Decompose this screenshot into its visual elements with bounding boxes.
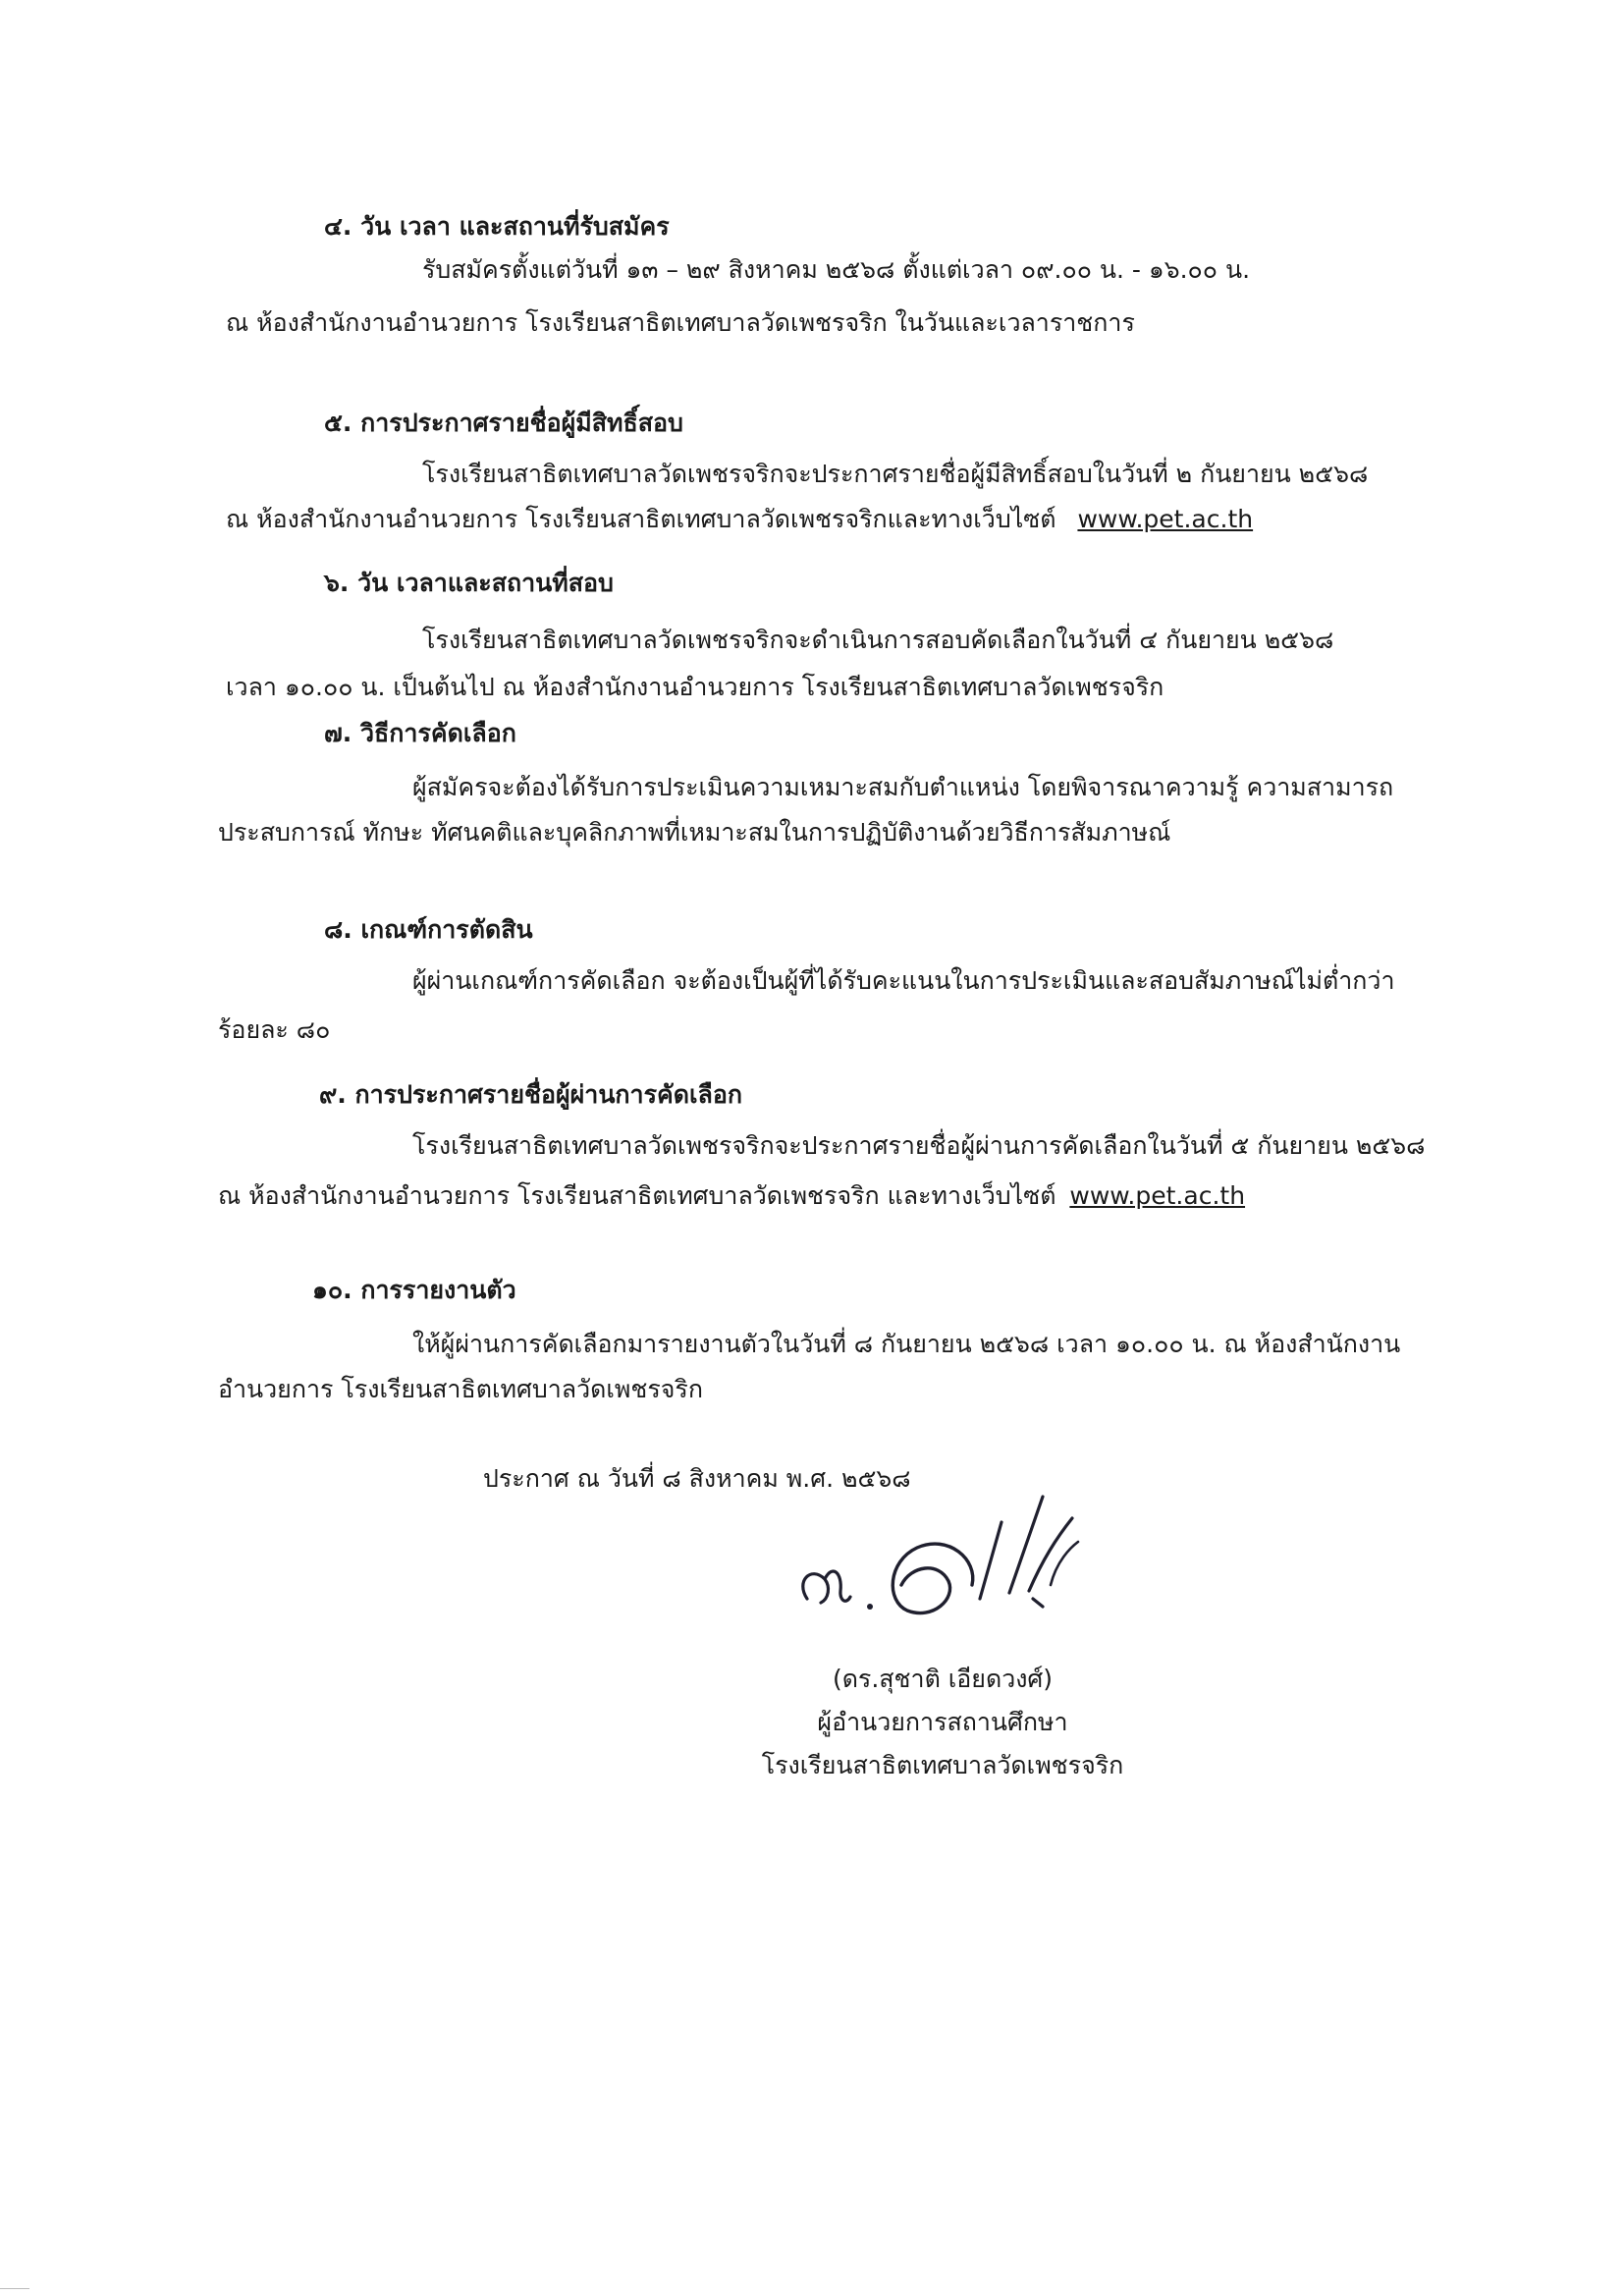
section-9-line-2-text: ณ ห้องสำนักงานอำนวยการ โรงเรียนสาธิตเทศบาลวัดเพชรจริก และทางเว็บไซต์ <box>218 1181 1056 1210</box>
signatory-block <box>687 1663 1198 1782</box>
section-6-heading: ๖. วัน เวลาและสถานที่สอบ <box>324 569 614 597</box>
section-9-heading: ๙. การประกาศรายชื่อผู้ผ่านการคัดเลือก <box>319 1080 742 1109</box>
website-link[interactable]: www.pet.ac.th <box>1077 505 1254 533</box>
section-7-line-1: ผู้สมัครจะต้องได้รับการประเมินความเหมาะสมกับตำแหน่ง โดยพิจารณาความรู้ ความสามารถ <box>412 773 1394 801</box>
section-8-line-1: ผู้ผ่านเกณฑ์การคัดเลือก จะต้องเป็นผู้ที่ได้รับคะแนนในการประเมินและสอบสัมภาษณ์ไม่ต่ำกว่า <box>412 966 1395 995</box>
signatory-position: ผู้อำนวยการสถานศึกษา <box>817 1708 1068 1736</box>
website-link[interactable]: www.pet.ac.th <box>1069 1181 1246 1210</box>
scan-edge-mark <box>0 2288 29 2289</box>
section-5-heading: ๕. การประกาศรายชื่อผู้มีสิทธิ์สอบ <box>324 409 683 437</box>
section-7-heading: ๗. วิธีการคัดเลือก <box>324 719 516 747</box>
section-6-line-2: เวลา ๑๐.๐๐ น. เป็นต้นไป ณ ห้องสำนักงานอำนวยการ โรงเรียนสาธิตเทศบาลวัดเพชรจริก <box>226 673 1164 701</box>
signatory-organization: โรงเรียนสาธิตเทศบาลวัดเพชรจริก <box>761 1751 1124 1779</box>
section-9-line-1: โรงเรียนสาธิตเทศบาลวัดเพชรจริกจะประกาศรายชื่อผู้ผ่านการคัดเลือกในวันที่ ๕ กันยายน ๒๕๖๘ <box>412 1131 1426 1160</box>
section-5-line-2 <box>226 503 1253 536</box>
section-10-heading: ๑๐. การรายงานตัว <box>312 1276 516 1304</box>
announcement-date: ประกาศ ณ วันที่ ๘ สิงหาคม พ.ศ. ๒๕๖๘ <box>483 1464 911 1493</box>
section-4-line-2: ณ ห้องสำนักงานอำนวยการ โรงเรียนสาธิตเทศบาลวัดเพชรจริก ในวันและเวลาราชการ <box>226 308 1135 337</box>
signatory-name: (ดร.สุชาติ เอียดวงศ์) <box>832 1665 1054 1693</box>
section-6-line-1: โรงเรียนสาธิตเทศบาลวัดเพชรจริกจะดำเนินการสอบคัดเลือกในวันที่ ๔ กันยายน ๒๕๖๘ <box>422 626 1334 654</box>
handwritten-signature <box>785 1483 1110 1650</box>
section-4-line-1: รับสมัครตั้งแต่วันที่ ๑๓ – ๒๙ สิงหาคม ๒๕๖๘ ตั้งแต่เวลา ๐๙.๐๐ น. - ๑๖.๐๐ น. <box>422 255 1251 284</box>
section-8-line-2: ร้อยละ ๘๐ <box>218 1015 331 1044</box>
section-8-heading: ๘. เกณฑ์การตัดสิน <box>324 915 533 944</box>
section-10-line-1: ให้ผู้ผ่านการคัดเลือกมารายงานตัวในวันที่ ๘ กันยายน ๒๕๖๘ เวลา ๑๐.๐๐ น. ณ ห้องสำนักงาน <box>412 1330 1401 1358</box>
section-5-line-1: โรงเรียนสาธิตเทศบาลวัดเพชรจริกจะประกาศรายชื่อผู้มีสิทธิ์สอบในวันที่ ๒ กันยายน ๒๕๖๘ <box>422 460 1369 488</box>
section-10-line-2: อำนวยการ โรงเรียนสาธิตเทศบาลวัดเพชรจริก <box>218 1375 703 1403</box>
section-9-line-2 <box>218 1179 1245 1213</box>
section-7-line-2: ประสบการณ์ ทักษะ ทัศนคติและบุคลิกภาพที่เหมาะสมในการปฏิบัติงานด้วยวิธีการสัมภาษณ์ <box>218 818 1171 847</box>
section-4-heading: ๔. วัน เวลา และสถานที่รับสมัคร <box>324 212 670 241</box>
section-5-line-2-text: ณ ห้องสำนักงานอำนวยการ โรงเรียนสาธิตเทศบาลวัดเพชรจริกและทางเว็บไซต์ <box>226 505 1056 533</box>
